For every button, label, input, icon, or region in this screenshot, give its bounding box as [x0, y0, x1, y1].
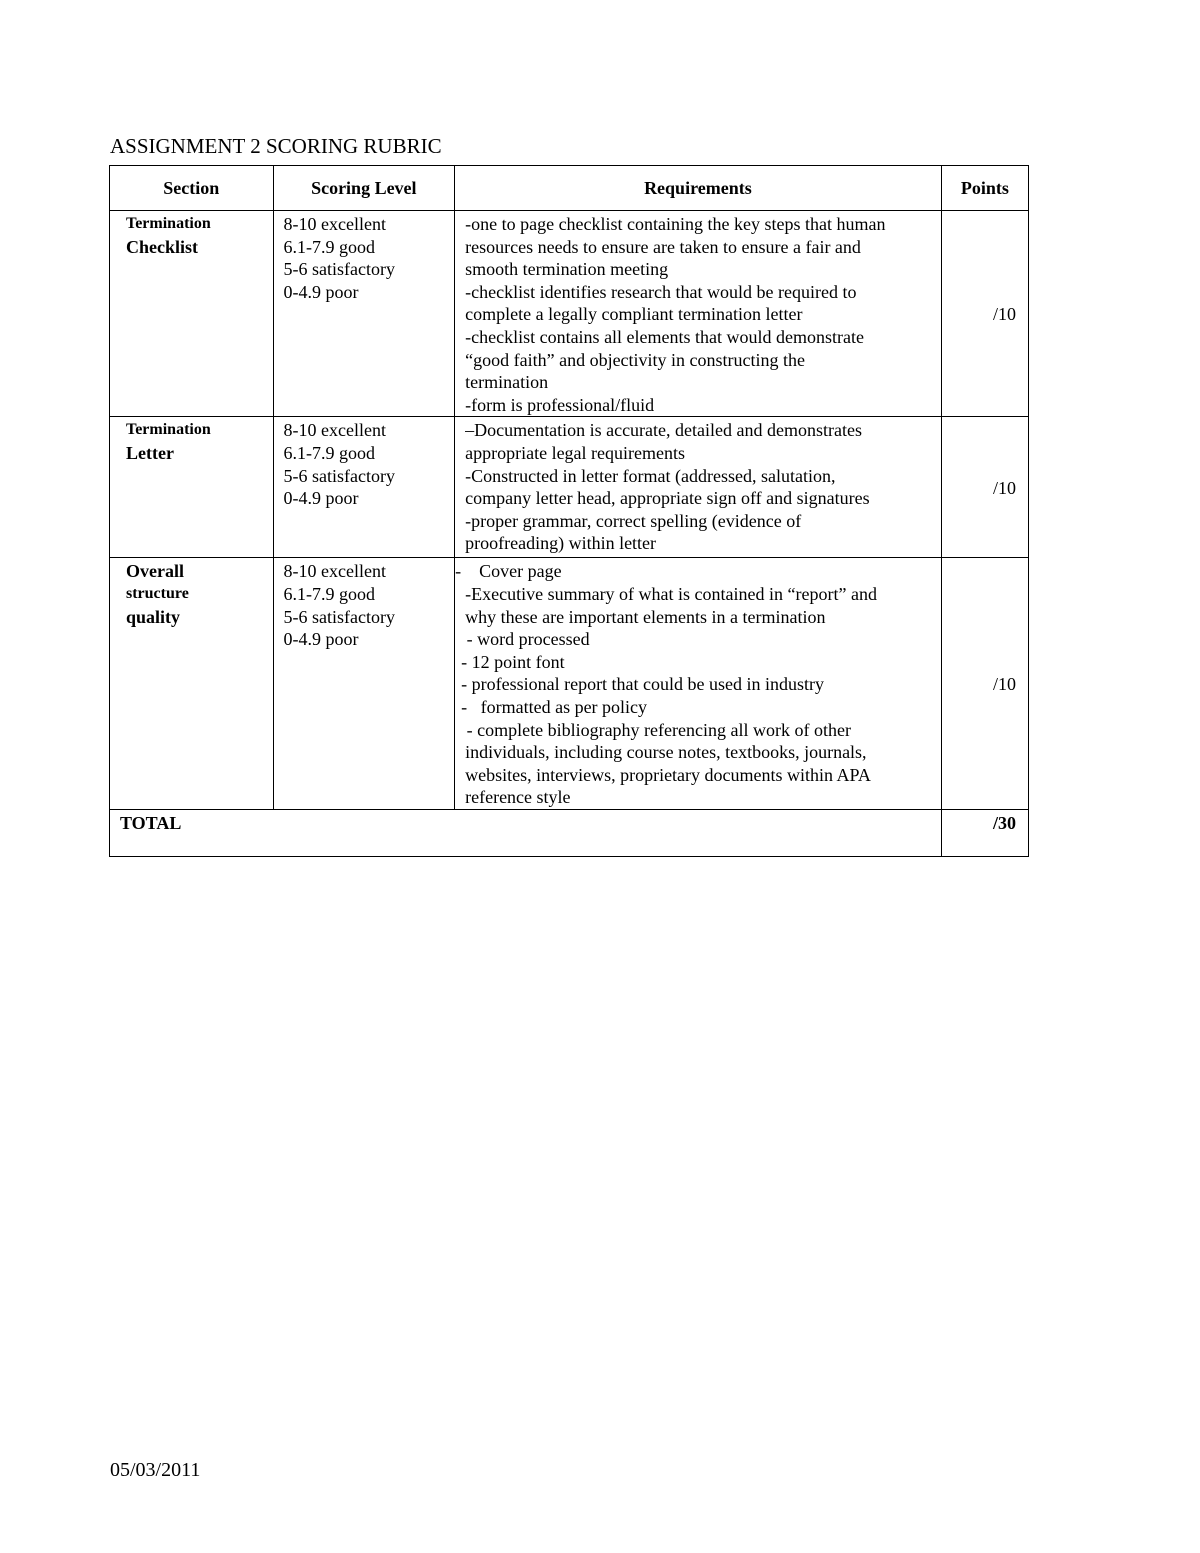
section-name-line: Letter: [126, 442, 174, 463]
total-row: [110, 809, 1029, 856]
total-label: TOTAL: [110, 809, 942, 856]
requirement-line: proofreading) within letter: [465, 533, 657, 554]
requirement-line: - complete bibliography referencing all work of other: [462, 719, 851, 740]
requirement-line: company letter head, appropriate sign off and signatures: [465, 488, 870, 509]
points-cell: [941, 558, 1028, 810]
level-line: 6.1-7.9 good: [283, 236, 376, 257]
level-line: 0-4.9 poor: [283, 488, 359, 509]
requirement-line: “good faith” and objectivity in constructing the: [465, 349, 806, 370]
section-name-line: Overall: [126, 561, 184, 582]
level-line: 0-4.9 poor: [283, 281, 359, 302]
section-name-line: Termination: [126, 421, 211, 439]
requirement-line: -checklist identifies research that would be required to: [465, 281, 857, 302]
points-value: /10: [992, 478, 1016, 499]
requirement-line: resources needs to ensure are taken to ensure a fair and: [465, 236, 861, 257]
requirements-cell: [455, 558, 942, 810]
requirement-line: -checklist contains all elements that would demonstrate: [465, 326, 864, 347]
requirement-line: -one to page checklist containing the key steps that human: [465, 214, 886, 234]
requirement-line: -proper grammar, correct spelling (evidence of: [465, 510, 802, 531]
level-line: 6.1-7.9 good: [283, 442, 376, 463]
level-line: 5-6 satisfactory: [283, 465, 395, 486]
scoring-level-cell: [273, 417, 455, 558]
footer-date: 05/03/2011: [110, 1459, 201, 1481]
section-name-line: Termination: [126, 215, 211, 232]
requirement-line: - formatted as per policy: [461, 696, 648, 717]
scoring-rubric-table: [109, 165, 1029, 857]
requirement-line: - word processed: [462, 629, 590, 650]
requirement-line: individuals, including course notes, textbooks, journals,: [465, 742, 867, 763]
total-points: /30: [941, 809, 1028, 856]
table-row: [110, 211, 1029, 417]
requirement-line: complete a legally compliant termination letter: [465, 304, 803, 325]
requirement-line: websites, interviews, proprietary documents within APA: [465, 764, 871, 785]
requirements-cell: [455, 211, 942, 417]
header-points: Points: [941, 166, 1028, 211]
level-line: 8-10 excellent: [283, 420, 386, 441]
requirement-line: why these are important elements in a termination: [465, 606, 826, 627]
points-cell: [941, 417, 1028, 558]
level-line: 5-6 satisfactory: [283, 259, 395, 280]
points-cell: [941, 211, 1028, 417]
requirement-line: -form is professional/fluid: [465, 394, 655, 415]
section-cell: [110, 417, 274, 558]
requirement-line: appropriate legal requirements: [465, 442, 686, 463]
section-cell: [110, 211, 274, 417]
section-name-line: quality: [126, 606, 181, 627]
requirement-line: reference style: [465, 787, 571, 808]
section-name-line: Checklist: [126, 236, 198, 257]
level-line: 8-10 excellent: [283, 561, 386, 582]
points-value: /10: [992, 674, 1016, 695]
points-value: /10: [992, 304, 1016, 325]
scoring-level-cell: [273, 558, 455, 810]
header-requirements: Requirements: [455, 166, 942, 211]
requirement-line: smooth termination meeting: [465, 259, 669, 280]
section-name-line: structure: [126, 584, 189, 602]
requirement-line: -Executive summary of what is contained in “report” and: [465, 583, 877, 604]
level-line: 6.1-7.9 good: [283, 583, 376, 604]
header-scoring-level: Scoring Level: [273, 166, 455, 211]
section-cell: [110, 558, 274, 810]
requirements-cell: [455, 417, 942, 558]
requirement-line: - professional report that could be used in industry: [461, 674, 825, 695]
requirement-line: -Constructed in letter format (addressed, salutation,: [465, 465, 836, 486]
requirement-line: –Documentation is accurate, detailed and demonstrates: [465, 420, 862, 441]
level-line: 8-10 excellent: [283, 214, 386, 234]
requirement-line: - 12 point font: [461, 651, 565, 672]
table-header-row: [110, 166, 1029, 211]
scoring-level-cell: [273, 211, 455, 417]
table-row: [110, 417, 1029, 558]
level-line: 5-6 satisfactory: [283, 606, 395, 627]
level-line: 0-4.9 poor: [283, 629, 359, 650]
requirement-line: - Cover page: [455, 561, 562, 582]
requirement-line: termination: [465, 372, 549, 393]
header-section: Section: [110, 166, 274, 211]
table-row: [110, 558, 1029, 810]
document-title: ASSIGNMENT 2 SCORING RUBRIC: [110, 134, 442, 158]
